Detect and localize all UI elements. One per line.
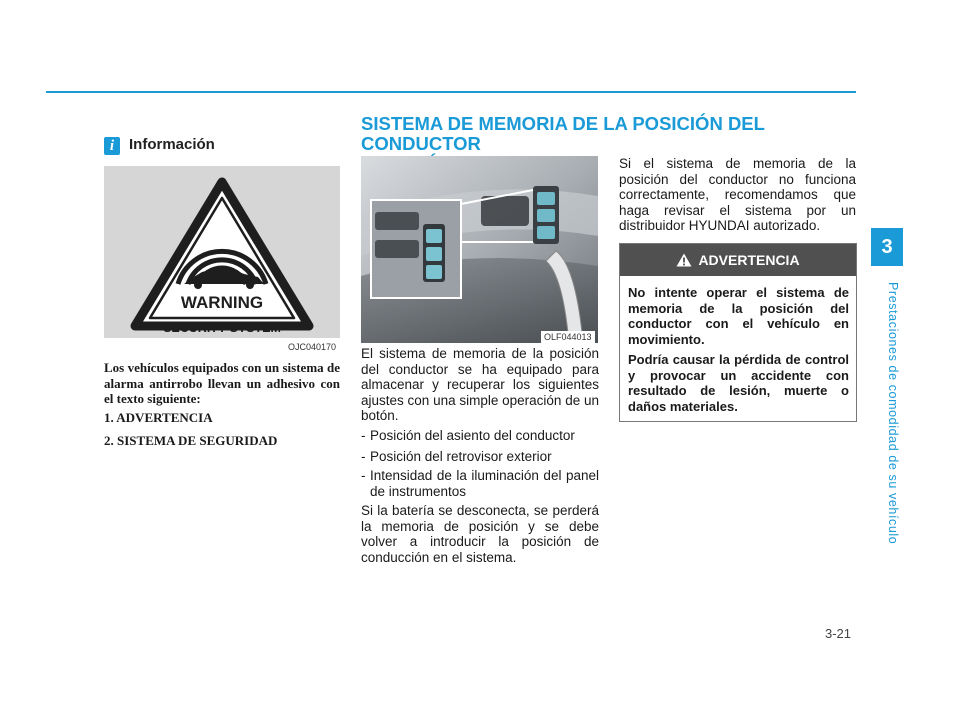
warning-text-1: No intente operar el sistema de memoria de la posición del conductor con el vehículo en movimiento. [628, 285, 849, 347]
malfunction-paragraph: Si el sistema de memoria de la posición del conductor no funciona correctamente, recomendamos que haga revisar el sistema por un distribuidor HYUNDAI autorizado. [619, 156, 856, 233]
list-item: - Intensidad de la iluminación del panel de instrumentos [361, 468, 599, 499]
warning-title: ADVERTENCIA [698, 252, 800, 268]
sticker-security-word: SECURITY SYSTEM [163, 321, 281, 335]
chapter-title-text: Prestaciones de comodidad de su vehículo [886, 282, 900, 545]
figure-code: OJC040170 [288, 342, 337, 352]
list-item: - Posición del retrovisor exterior [361, 449, 599, 465]
page-number: 3-21 [825, 626, 852, 641]
list-item: - Posición del asiento del conductor [361, 428, 599, 444]
list-item-text: Posición del asiento del conductor [370, 428, 575, 443]
list-item-text: Posición del retrovisor exterior [370, 449, 552, 464]
sticker-warning-word: WARNING [180, 293, 264, 312]
info-item-1: 1. ADVERTENCIA [104, 410, 213, 425]
warning-text-2: Podría causar la pérdida de control y provocar un accidente con resultado de lesión, muerte o daños materiales. [628, 352, 849, 414]
warning-triangle-illustration [104, 166, 340, 338]
chapter-title-vertical [858, 282, 918, 545]
info-title: Información [129, 136, 215, 153]
chapter-number-tab[interactable]: 3 [871, 228, 903, 266]
battery-paragraph: Si la batería se desconecta, se perderá la memoria de posición y se debe volver a introducir la posición de conducción en el sistema. [361, 503, 599, 565]
section-title-line-1: SISTEMA DE MEMORIA DE LA POSICIÓN DEL CONDUCTOR [361, 113, 765, 154]
info-icon: i [104, 137, 120, 155]
warning-triangle-icon [676, 253, 692, 267]
door-panel-illustration [361, 156, 598, 343]
door-memory-buttons-photo [361, 156, 598, 343]
info-item-2: 2. SISTEMA DE SEGURIDAD [104, 433, 278, 448]
warning-box [619, 243, 857, 422]
info-paragraph: Los vehículos equipados con un sistema de alarma antirrobo llevan un adhesivo con el texto siguiente: [104, 360, 340, 406]
header-rule [46, 91, 856, 93]
figure-code-photo: OLF044013 [541, 331, 595, 343]
list-item-text: Intensidad de la iluminación del panel de instrumentos [370, 468, 599, 499]
security-sticker-figure [104, 166, 340, 338]
warning-header [620, 244, 856, 276]
warning-body [628, 285, 849, 419]
memory-intro-paragraph: El sistema de memoria de la posición del conductor se ha equipado para almacenar y recuperar los siguientes ajustes con una simple operación de un botón. [361, 346, 599, 423]
